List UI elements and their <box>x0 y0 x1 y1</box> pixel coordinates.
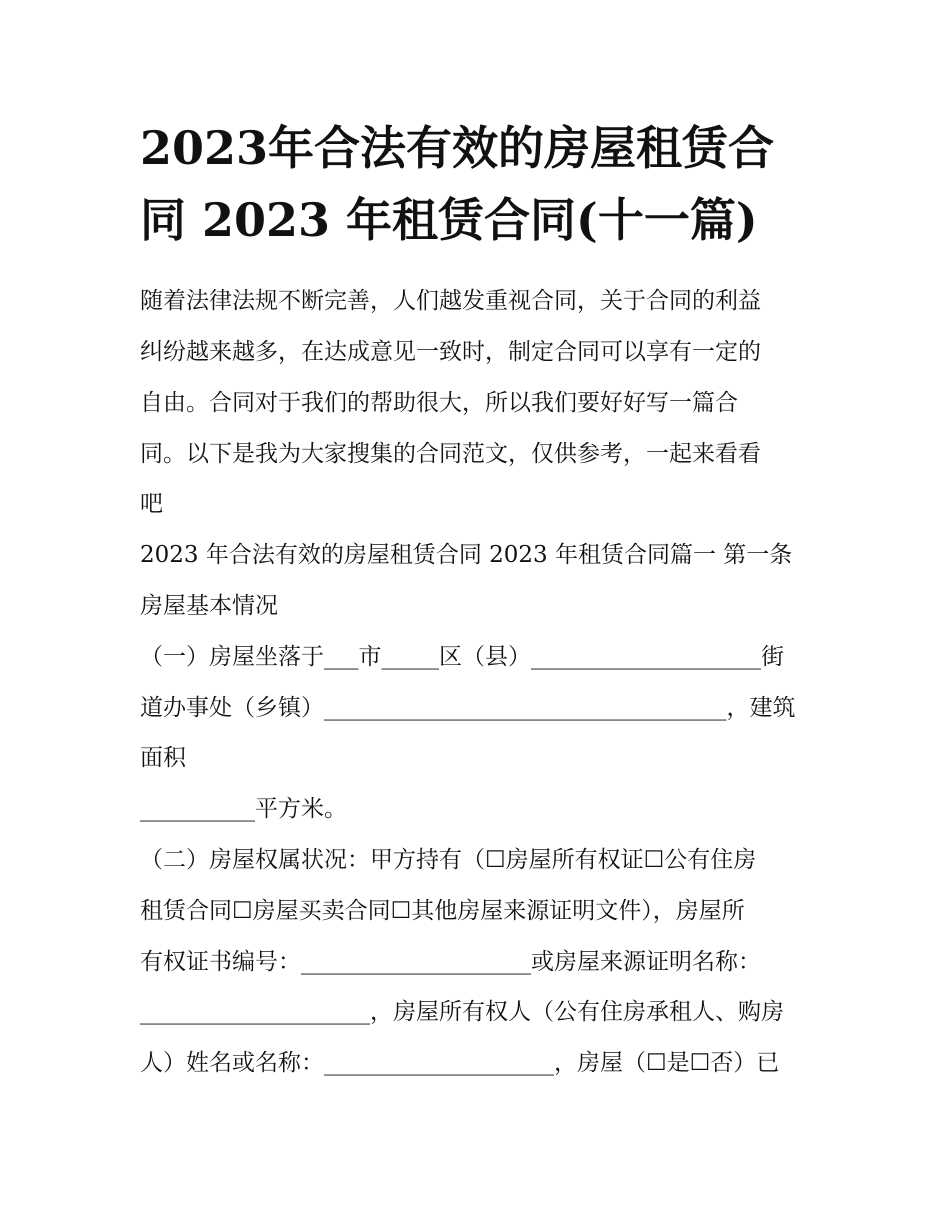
clause-line: 有权证书编号：____________________或房屋来源证明名称： <box>140 949 761 975</box>
title-line-2: 同 2023 年租赁合同(十一篇) <box>140 193 758 247</box>
clause-line: 租赁合同☐房屋买卖合同☐其他房屋来源证明文件），房屋所 <box>140 898 745 924</box>
document-title <box>140 112 840 256</box>
clause-line: 道办事处（乡镇）___________________________________，建筑 <box>140 695 796 721</box>
clause-line: __________平方米。 <box>140 796 347 822</box>
paragraph-line: 吧 <box>140 491 163 517</box>
clause-line: 面积 <box>140 745 186 771</box>
paragraph-line: 同。以下是我为大家搜集的合同范文，仅供参考，一起来看看 <box>140 441 761 467</box>
clause-line: ____________________，房屋所有权人（公有住房承租人、购房 <box>140 999 784 1025</box>
paragraph-line: 随着法律法规不断完善，人们越发重视合同，关于合同的利益 <box>140 288 761 314</box>
paragraph-line: 纠纷越来越多，在达成意见一致时，制定合同可以享有一定的 <box>140 339 761 365</box>
paragraph-line: 自由。合同对于我们的帮助很大，所以我们要好好写一篇合 <box>140 390 738 416</box>
section-heading-line: 房屋基本情况 <box>140 593 278 619</box>
title-line-1: 2023年合法有效的房屋租赁合 <box>140 121 775 175</box>
clause-line: （二）房屋权属状况：甲方持有（☐房屋所有权证☐公有住房 <box>140 847 757 873</box>
section-heading-line: 2023 年合法有效的房屋租赁合同 2023 年租赁合同篇一 第一条 <box>140 542 793 568</box>
clause-line: （一）房屋坐落于___市_____区（县）____________________街 <box>140 644 784 670</box>
clause-line: 人）姓名或名称：____________________，房屋（☐是☐否）已 <box>140 1050 780 1076</box>
